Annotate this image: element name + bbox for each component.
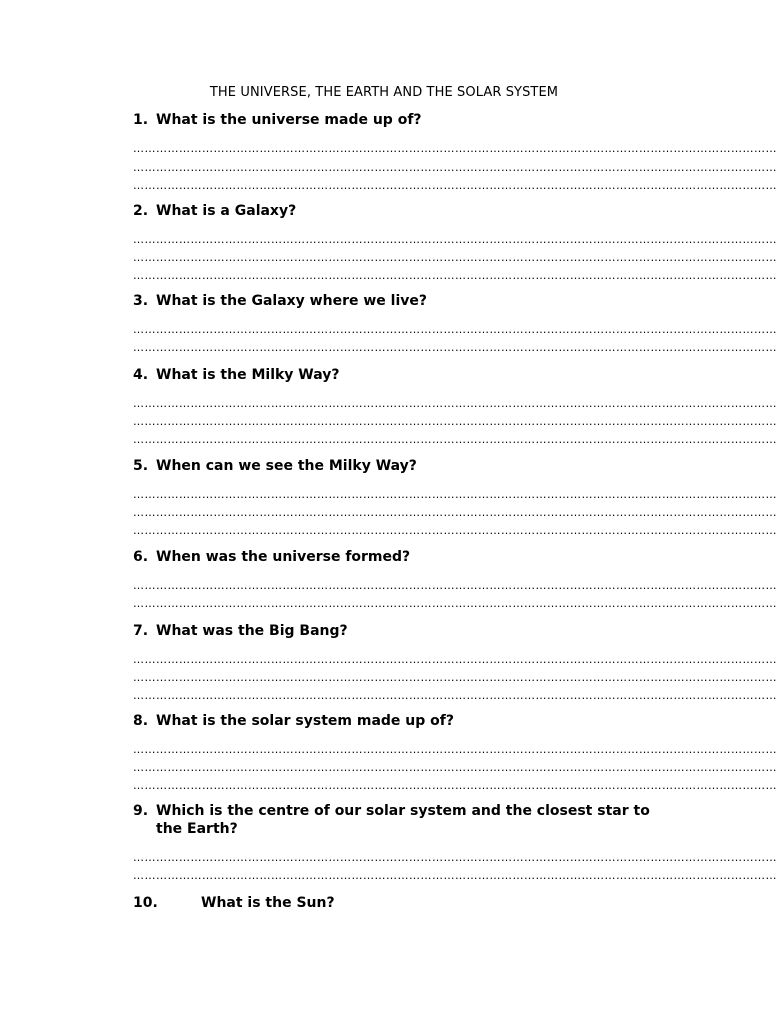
question-1 (133, 111, 663, 129)
question-9 (133, 802, 663, 838)
question-text: What is the Sun? (201, 895, 335, 911)
answer-line[interactable]: …………………………………………………………………………………………………………………………………………………… (133, 251, 777, 264)
answer-line[interactable]: …………………………………………………………………………………………………………………………………………………… (133, 269, 777, 282)
answer-line[interactable]: …………………………………………………………………………………………………………………………………………………… (133, 142, 777, 155)
question-8 (133, 712, 663, 730)
question-number: 10. (133, 895, 158, 911)
question-text: What is the Milky Way? (156, 367, 340, 383)
answer-line[interactable]: …………………………………………………………………………………………………………………………………………………… (133, 341, 777, 354)
question-10 (133, 894, 663, 912)
answer-line[interactable]: …………………………………………………………………………………………………………………………………………………… (133, 179, 777, 192)
question-number: 4. (133, 367, 149, 383)
question-2 (133, 202, 663, 220)
question-text: When can we see the Milky Way? (156, 458, 417, 474)
answer-line[interactable]: …………………………………………………………………………………………………………………………………………………… (133, 869, 777, 882)
question-text: What is a Galaxy? (156, 203, 297, 219)
question-number: 5. (133, 458, 149, 474)
question-number: 2. (133, 203, 149, 219)
question-number: 8. (133, 713, 149, 729)
answer-line[interactable]: …………………………………………………………………………………………………………………………………………………… (133, 161, 777, 174)
question-3 (133, 292, 663, 310)
question-text: What is the universe made up of? (156, 112, 422, 128)
worksheet-title: THE UNIVERSE, THE EARTH AND THE SOLAR SYSTEM (209, 85, 559, 100)
question-number: 7. (133, 623, 149, 639)
question-number: 6. (133, 549, 149, 565)
answer-line[interactable]: …………………………………………………………………………………………………………………………………………………… (133, 779, 777, 792)
question-7 (133, 622, 663, 640)
answer-line[interactable]: …………………………………………………………………………………………………………………………………………………… (133, 397, 777, 410)
answer-line[interactable]: …………………………………………………………………………………………………………………………………………………… (133, 653, 777, 666)
answer-line[interactable]: …………………………………………………………………………………………………………………………………………………… (133, 415, 777, 428)
answer-line[interactable]: …………………………………………………………………………………………………………………………………………………… (133, 851, 777, 864)
question-6 (133, 548, 663, 566)
answer-line[interactable]: …………………………………………………………………………………………………………………………………………………… (133, 488, 777, 501)
question-number: 1. (133, 112, 149, 128)
question-number: 9. (133, 803, 149, 819)
answer-line[interactable]: …………………………………………………………………………………………………………………………………………………… (133, 689, 777, 702)
question-4 (133, 366, 663, 384)
answer-line[interactable]: …………………………………………………………………………………………………………………………………………………… (133, 597, 777, 610)
answer-line[interactable]: …………………………………………………………………………………………………………………………………………………… (133, 524, 777, 537)
answer-line[interactable]: …………………………………………………………………………………………………………………………………………………… (133, 323, 777, 336)
question-text: Which is the centre of our solar system and the closest star to the Earth? (156, 803, 650, 837)
question-text: When was the universe formed? (156, 549, 411, 565)
question-text: What is the Galaxy where we live? (156, 293, 427, 309)
question-text: What is the solar system made up of? (156, 713, 454, 729)
answer-line[interactable]: …………………………………………………………………………………………………………………………………………………… (133, 233, 777, 246)
question-number: 3. (133, 293, 149, 309)
question-5 (133, 457, 663, 475)
answer-line[interactable]: …………………………………………………………………………………………………………………………………………………… (133, 671, 777, 684)
answer-line[interactable]: …………………………………………………………………………………………………………………………………………………… (133, 761, 777, 774)
answer-line[interactable]: …………………………………………………………………………………………………………………………………………………… (133, 506, 777, 519)
question-text: What was the Big Bang? (156, 623, 348, 639)
answer-line[interactable]: …………………………………………………………………………………………………………………………………………………… (133, 743, 777, 756)
answer-line[interactable]: …………………………………………………………………………………………………………………………………………………… (133, 433, 777, 446)
answer-line[interactable]: …………………………………………………………………………………………………………………………………………………… (133, 579, 777, 592)
